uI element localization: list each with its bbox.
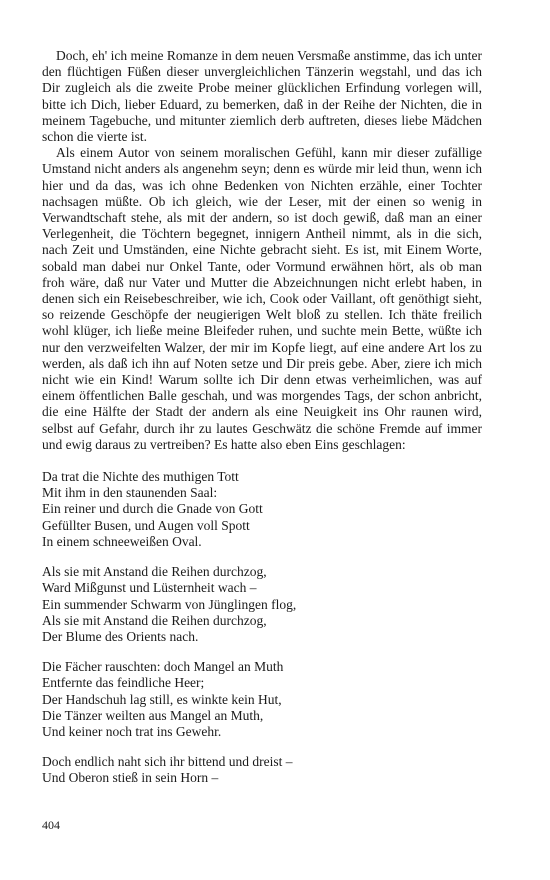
stanza-3: [42, 659, 482, 740]
verse-line: Gefüllter Busen, und Augen voll Spott: [42, 517, 250, 533]
stanza-1: [42, 469, 482, 550]
page-number: 404: [42, 818, 60, 832]
prose-section: [42, 48, 482, 453]
verse-line: Als sie mit Anstand die Reihen durchzog,: [42, 564, 267, 580]
verse-line: Die Fächer rauschten: doch Mangel an Muth: [42, 659, 284, 675]
verse-line: Der Handschuh lag still, es winkte kein Hut,: [42, 691, 282, 707]
verse-line: Die Tänzer weilten aus Mangel an Muth,: [42, 707, 264, 723]
verse-line: Und keiner noch trat ins Gewehr.: [42, 723, 222, 739]
verse-section: [42, 469, 482, 786]
prose-paragraph-1: Doch, eh' ich meine Romanze in dem neuen Versmaße anstimme, das ich unter den flüchtigen Füßen dieser unvergleichlichen Tänzerin wegstahl, und das ich Dir zugleich als die zweite Probe meiner glücklichen Erfindung vorlegen will, bitte ich Dich, lieber Eduard, zu bemerken, daß in der Reihe der Nichten, die in meinem Tagebuche, und mitunter ziemlich derb auftreten, dieses liebe Mädchen schon die vierte ist.: [42, 48, 482, 145]
verse-line: Der Blume des Orients nach.: [42, 628, 199, 644]
verse-line: Als sie mit Anstand die Reihen durchzog,: [42, 612, 267, 628]
verse-line: Und Oberon stieß in sein Horn –: [42, 770, 219, 786]
verse-line: Mit ihm in den staunenden Saal:: [42, 485, 218, 501]
verse-line: In einem schneeweißen Oval.: [42, 533, 202, 549]
verse-line: Ward Mißgunst und Lüsternheit wach –: [42, 580, 257, 596]
verse-line: Ein reiner und durch die Gnade von Gott: [42, 501, 263, 517]
verse-line: Doch endlich naht sich ihr bittend und dreist –: [42, 754, 293, 770]
verse-line: Da trat die Nichte des muthigen Tott: [42, 469, 239, 485]
verse-line: Ein summender Schwarm von Jünglingen flog,: [42, 596, 297, 612]
book-page: [42, 48, 482, 801]
stanza-2: [42, 564, 482, 645]
stanza-4: [42, 754, 482, 786]
prose-paragraph-2: Als einem Autor von seinem moralischen Gefühl, kann mir dieser zufällige Umstand nicht anders als angenehm seyn; denn es würde mir leid thun, wenn ich hier und da das, was ich ohne Bedenken von Nichten erzähle, einer Tochter nachsagen müßte. Ob ich gleich, wie der Leser, mit der einen so wenig in Verwandtschaft stehe, als mit der andern, so ist doch gewiß, daß man an einer Verlegenheit, die Töchtern begegnet, innigern Antheil nimmt, als in die sich, nach Zeit und Umständen, eine Nichte gebracht sieht. Es ist, mit Einem Worte, sobald man dabei nur Onkel Tante, oder Vormund erwähnen hört, als ob man froh wäre, daß nur Vater und Mutter die Abzeichnungen nicht erlebt haben, in denen sich ein Reisebeschreiber, wie ich, Cook oder Vaillant, oft genöthigt sieht, so reizende Geschöpfe der neugierigen Welt bloß zu stellen. Ich thäte freilich wohl klüger, ich ließe meine Bleifeder ruhen, und suchte mein Bette, wüßte ich nur den verzweifelten Walzer, der mir im Kopfe liegt, auf eine andere Art los zu werden, als daß ich ihn auf Noten setze und Dir preis gebe. Aber, ziere ich mich nicht wie ein Kind! Warum sollte ich Dir denn etwas verheimlichen, was auf einem öffentlichen Balle geschah, und was morgendes Tags, der schon anbricht, die eine Hälfte der Stadt der andern als eine Neuigkeit ins Ohr raunen wird, selbst auf Gefahr, durch ihr zu lautes Geschwätz die schöne Fremde auf immer und ewig daraus zu vertreiben? Es hatte also eben Eins geschlagen:: [42, 145, 482, 452]
verse-line: Entfernte das feindliche Heer;: [42, 675, 205, 691]
